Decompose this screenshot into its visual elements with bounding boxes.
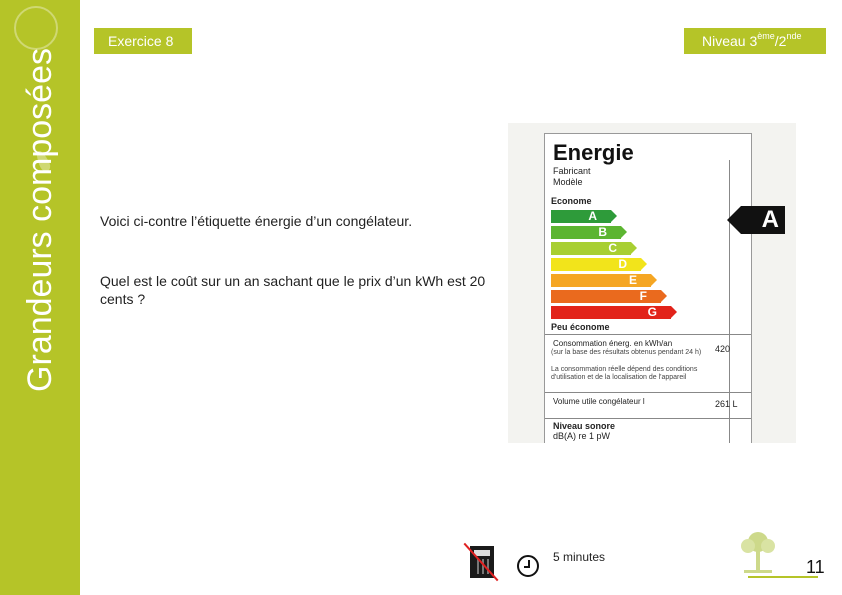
level-sup-1: ème	[757, 31, 775, 41]
label-modele: Modèle	[553, 177, 583, 187]
page-number: 11	[806, 557, 825, 577]
energy-class-a: A	[551, 210, 611, 223]
label-econome: Econome	[551, 196, 592, 206]
level-sup-2: nde	[786, 31, 802, 41]
energy-class-f: F	[551, 290, 661, 303]
label-divider	[545, 392, 751, 393]
section-title: Grandeurs composées	[21, 48, 59, 392]
consumption-label: Consommation énerg. en kWh/an	[553, 339, 673, 348]
intro-text: Voici ci-contre l’étiquette énergie d’un congélateur.	[100, 213, 413, 229]
energy-class-g: G	[551, 306, 671, 319]
volume-value: 261 L	[715, 399, 738, 409]
clock-icon	[517, 555, 539, 577]
rating-arrow: A	[741, 206, 785, 234]
question-text: Quel est le coût sur un an sachant que le prix d’un kWh est 20 cents ?	[100, 273, 486, 307]
volume-label: Volume utile congélateur l	[553, 397, 645, 406]
noise-label: Niveau sonore	[553, 421, 616, 431]
label-fabricant: Fabricant	[553, 166, 591, 176]
label-right-column	[729, 160, 788, 443]
label-divider	[545, 418, 751, 419]
label-title: Energie	[553, 140, 634, 165]
level-prefix: Niveau 3	[702, 33, 758, 49]
noise-unit: dB(A) re 1 pW	[553, 431, 611, 441]
duration-text: 5 minutes	[553, 550, 606, 564]
consumption-note-a: (sur la base des résultats obtenus pendant 24 h)	[551, 349, 702, 356]
level-badge	[684, 28, 826, 54]
energy-class-c: C	[551, 242, 631, 255]
label-peu-econome: Peu économe	[551, 322, 610, 332]
level-separator: /2	[774, 33, 787, 49]
tree-logo-icon	[738, 528, 778, 574]
consumption-note-b: La consommation réelle dépend des conditions d'utilisation et de la localisation de l'appareil	[551, 366, 698, 381]
swirl-decoration	[14, 6, 58, 50]
energy-label-card	[544, 133, 779, 443]
energy-class-e: E	[551, 274, 651, 287]
label-divider	[545, 334, 751, 335]
exercise-badge: Exercice 8	[94, 28, 192, 54]
sidebar	[0, 0, 80, 595]
consumption-value: 420	[715, 344, 731, 354]
energy-label-image	[508, 123, 796, 443]
energy-class-b: B	[551, 226, 621, 239]
energy-class-d: D	[551, 258, 641, 271]
